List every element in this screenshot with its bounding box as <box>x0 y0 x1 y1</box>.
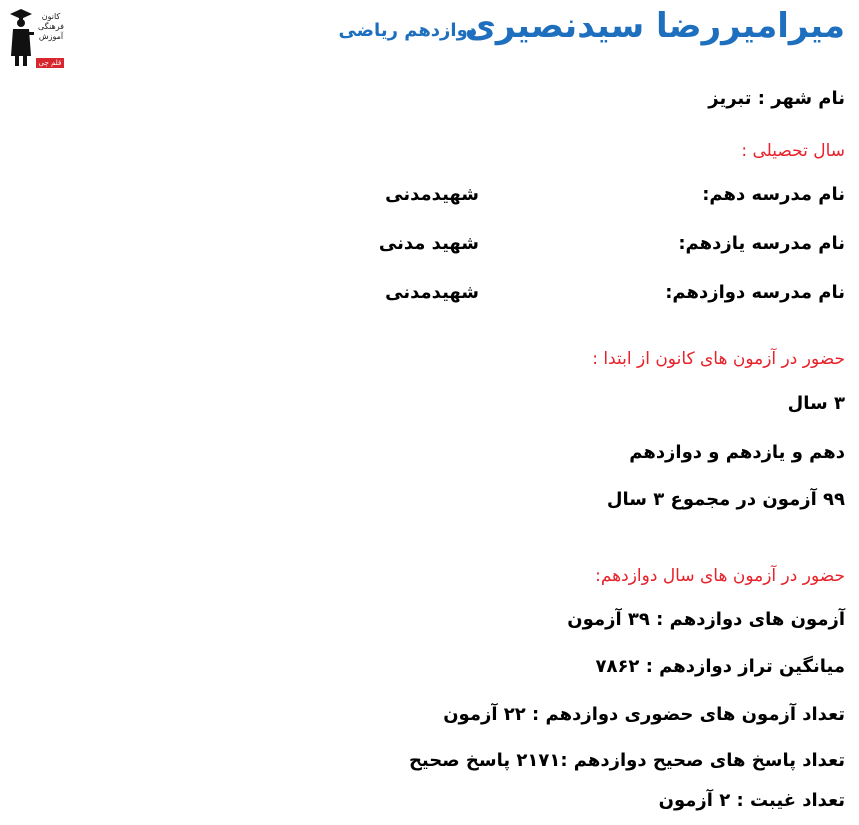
logo-text-line: کانون <box>41 12 61 21</box>
student-name: میرامیررضا سیدنصیری <box>464 6 845 46</box>
city-line: نام شهر : تبریز <box>708 88 845 109</box>
school-11-label: نام مدرسه یازدهم: <box>678 233 845 254</box>
kanoon-attendance-line: ۹۹ آزمون در مجموع ۳ سال <box>606 489 845 510</box>
grade12-stat-line: آزمون های دوازدهم : ۳۹ آزمون <box>567 609 845 630</box>
grade-field: دوازدهم ریاضی <box>338 20 477 41</box>
school-12-value: شهیدمدنی <box>385 282 479 303</box>
school-10-value: شهیدمدنی <box>385 184 479 205</box>
logo-text-line: فرهنگی <box>38 22 64 31</box>
grade12-stat-line: تعداد آزمون های حضوری دوازدهم : ۲۲ آزمون <box>443 704 845 725</box>
grade12-stat-line: تعداد غیبت : ۲ آزمون <box>658 790 845 811</box>
logo-text-line: آموزش <box>38 32 64 41</box>
grade12-stat-line: تعداد پاسخ های صحیح دوازدهم :۲۱۷۱ پاسخ صحیح <box>408 750 845 771</box>
logo-badge: قلم چی <box>36 58 64 68</box>
report-header <box>0 0 859 80</box>
school-11-value: شهید مدنی <box>378 233 479 254</box>
school-10-label: نام مدرسه دهم: <box>702 184 845 205</box>
grade12-attendance-heading: حضور در آزمون های سال دوازدهم: <box>595 566 845 586</box>
graduate-figure-icon <box>8 6 34 68</box>
kanoon-logo <box>8 6 68 68</box>
logo-text <box>34 12 68 42</box>
grade12-stat-line: میانگین تراز دوازدهم : ۷۸۶۲ <box>595 656 845 677</box>
kanoon-attendance-heading: حضور در آزمون های کانون از ابتدا : <box>592 349 845 369</box>
school-12-label: نام مدرسه دوازدهم: <box>665 282 845 303</box>
academic-years-heading: سال تحصیلی : <box>741 141 845 161</box>
kanoon-attendance-line: ۳ سال <box>787 393 845 414</box>
kanoon-attendance-line: دهم و یازدهم و دوازدهم <box>629 442 845 463</box>
